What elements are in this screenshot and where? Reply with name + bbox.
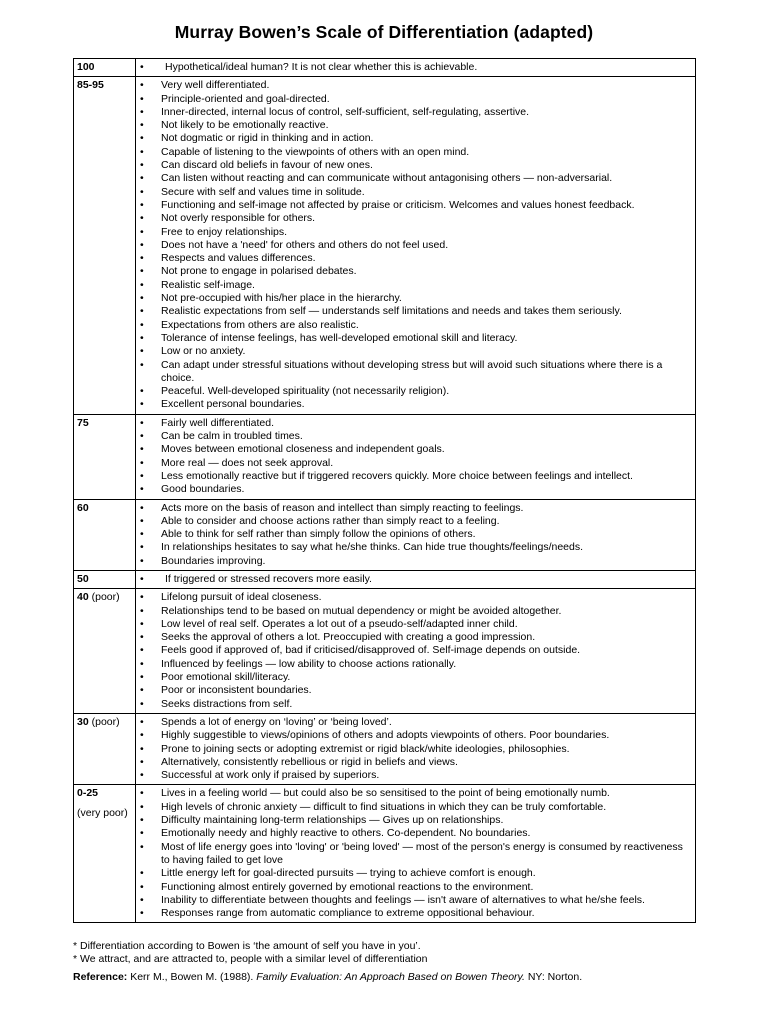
description-cell [136,589,696,714]
description-list [140,61,693,74]
description-item: • Low level of real self. Operates a lot out of a pseudo-self/adapted inner child. [140,618,693,631]
level-number: 100 [77,61,95,73]
scale-row [74,59,696,77]
footnote: * We attract, and are attracted to, people with a similar level of differentiation [73,952,428,965]
description-item: • Inner-directed, internal locus of control, self-sufficient, self-regulating, assertive. [140,106,693,119]
description-cell [136,77,696,414]
description-item: • Expectations from others are also realistic. [140,319,693,332]
level-cell [74,713,136,784]
description-item: • Boundaries improving. [140,555,693,568]
scale-table-body [74,59,696,923]
scale-row [74,713,696,784]
level-number: 0-25 [77,787,99,800]
description-list [140,573,693,586]
differentiation-scale-table [73,58,696,923]
description-item: • Successful at work only if praised by superiors. [140,769,693,782]
description-item: • Realistic self-image. [140,279,693,292]
description-item: • Poor emotional skill/literacy. [140,671,693,684]
level-qualifier: (poor) [91,591,120,604]
reference-label: Reference: [73,971,128,983]
description-item: • Hypothetical/ideal human? It is not clear whether this is achievable. [140,61,693,74]
description-item: • Able to think for self rather than simply follow the opinions of others. [140,528,693,541]
level-cell [74,589,136,714]
description-list [140,79,693,411]
description-item: • Relationships tend to be based on mutual dependency or might be avoided altogether. [140,605,693,618]
description-item: • Little energy left for goal-directed pursuits — trying to achieve comfort is enough. [140,867,693,880]
description-item: • Inability to differentiate between thoughts and feelings — isn't aware of alternatives to what he/she feels. [140,894,693,907]
level-number: 30 [77,715,89,728]
description-item: • Can be calm in troubled times. [140,430,693,443]
description-item: • Fairly well differentiated. [140,417,693,430]
description-list [140,417,693,497]
description-item: • Realistic expectations from self — understands self limitations and needs and takes them seriously. [140,305,693,318]
reference-publisher: NY: Norton. [524,971,583,983]
description-item: • Good boundaries. [140,483,693,496]
scale-row [74,499,696,570]
description-item: • Functioning almost entirely governed by emotional reactions to the environment. [140,881,693,894]
description-item: • Emotionally needy and highly reactive to others. Co-dependent. No boundaries. [140,827,693,840]
description-item: • Acts more on the basis of reason and intellect than simply reacting to feelings. [140,502,693,515]
description-item: • Principle-oriented and goal-directed. [140,93,693,106]
level-number: 40 [77,591,89,604]
level-qualifier: (poor) [91,715,120,728]
description-item: • Moves between emotional closeness and independent goals. [140,443,693,456]
description-list [140,787,693,920]
description-item: • Able to consider and choose actions rather than simply react to a feeling. [140,515,693,528]
description-item: • Low or no anxiety. [140,345,693,358]
description-item: • Feels good if approved of, bad if criticised/disapproved of. Self-image depends on outside. [140,644,693,657]
description-list [140,716,693,782]
level-number: 85-95 [77,79,104,92]
description-item: • Very well differentiated. [140,79,693,92]
scale-row [74,785,696,923]
page-title: Murray Bowen’s Scale of Differentiation (adapted) [174,22,594,42]
description-item: • Secure with self and values time in solitude. [140,186,693,199]
level-cell [74,59,136,77]
description-item: • Seeks distractions from self. [140,698,693,711]
description-item: • Less emotionally reactive but if triggered recovers quickly. More choice between feelings and intellect. [140,470,693,483]
description-item: • Lives in a feeling world — but could also be so sensitised to the point of being emotionally numb. [140,787,693,800]
description-cell [136,713,696,784]
description-item: • Poor or inconsistent boundaries. [140,684,693,697]
description-cell [136,59,696,77]
level-qualifier: (very poor) [77,807,128,820]
description-item: • Not overly responsible for others. [140,212,693,225]
scale-row [74,414,696,499]
description-item: • Respects and values differences. [140,252,693,265]
description-item: • In relationships hesitates to say what he/she thinks. Can hide true thoughts/feelings/needs. [140,541,693,554]
level-cell [74,77,136,414]
description-item: • Does not have a 'need' for others and others do not feel used. [140,239,693,252]
description-item: • Not likely to be emotionally reactive. [140,119,693,132]
description-cell [136,785,696,923]
description-item: • More real — does not seek approval. [140,457,693,470]
reference-title: Family Evaluation: An Approach Based on Bowen Theory. [253,971,525,983]
description-list [140,502,693,568]
description-item: • Not dogmatic or rigid in thinking and in action. [140,132,693,145]
description-item: • Not pre-occupied with his/her place in the hierarchy. [140,292,693,305]
description-item: • Functioning and self-image not affected by praise or criticism. Welcomes and values honest feedback. [140,199,693,212]
level-cell [74,414,136,499]
description-cell [136,499,696,570]
description-item: • Peaceful. Well-developed spirituality (not necessarily religion). [140,385,693,398]
description-item: • Excellent personal boundaries. [140,398,693,411]
description-item: • High levels of chronic anxiety — difficult to find situations in which they can be truly comfortable. [140,801,693,814]
description-item: • Alternatively, consistently rebellious or rigid in beliefs and views. [140,756,693,769]
footnotes [73,940,713,965]
description-item: • Difficulty maintaining long-term relationships — Gives up on relationships. [140,814,693,827]
level-number: 60 [77,501,89,514]
level-cell [74,570,136,588]
scale-row [74,77,696,414]
description-item: • Highly suggestible to views/opinions of others and adopts viewpoints of others. Poor boundaries. [140,729,693,742]
scale-row [74,570,696,588]
level-number: 75 [77,416,89,429]
description-item: • Not prone to engage in polarised debates. [140,265,693,278]
level-number: 50 [77,572,89,585]
reference-authors: Kerr M., Bowen M. (1988). [127,971,254,983]
description-item: • Responses range from automatic compliance to extreme oppositional behaviour. [140,907,693,920]
description-cell [136,414,696,499]
description-item: • Can adapt under stressful situations without developing stress but will avoid such situations where there is a choice. [140,359,693,386]
description-item: • Prone to joining sects or adopting extremist or rigid black/white ideologies, philosophies. [140,743,693,756]
footnote: * Differentiation according to Bowen is ‘the amount of self you have in you’. [73,940,421,952]
description-item: • Lifelong pursuit of ideal closeness. [140,591,693,604]
description-item: • Influenced by feelings — low ability to choose actions rationally. [140,658,693,671]
description-cell [136,570,696,588]
level-cell [74,785,136,923]
description-item: • If triggered or stressed recovers more easily. [140,573,693,586]
description-list [140,591,693,711]
description-item: • Can listen without reacting and can communicate without antagonising others — non-adversarial. [140,172,693,185]
description-item: • Spends a lot of energy on ‘loving’ or ‘being loved’. [140,716,693,729]
scale-row [74,589,696,714]
description-item: • Most of life energy goes into 'loving' or 'being loved' — most of the person's energy is consumed by reactiveness to having failed to get love [140,841,693,868]
description-item: • Free to enjoy relationships. [140,226,693,239]
level-cell [74,499,136,570]
description-item: • Can discard old beliefs in favour of new ones. [140,159,693,172]
description-item: • Seeks the approval of others a lot. Preoccupied with creating a good impression. [140,631,693,644]
description-item: • Capable of listening to the viewpoints of others with an open mind. [140,146,693,159]
reference [73,971,713,984]
description-item: • Tolerance of intense feelings, has well-developed emotional skill and literacy. [140,332,693,345]
